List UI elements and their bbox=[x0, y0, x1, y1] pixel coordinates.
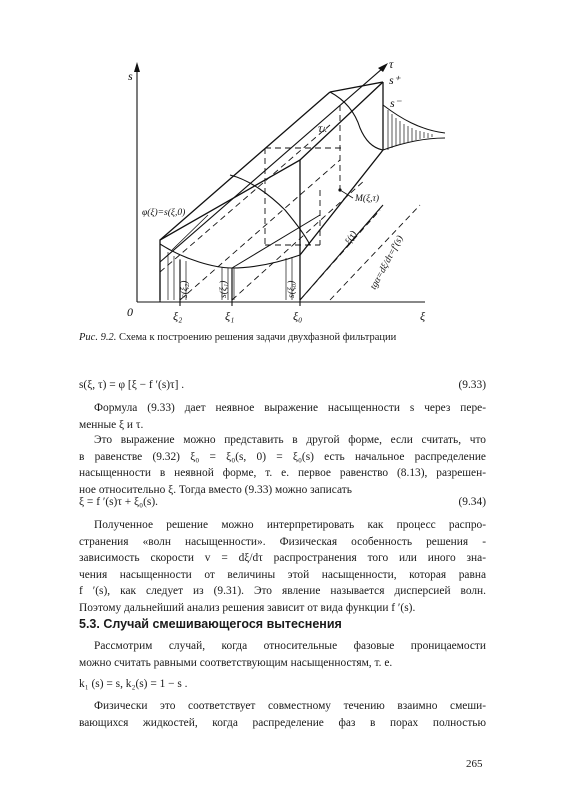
equation-number: (9.34) bbox=[458, 496, 486, 508]
caption-text: Схема к построению решения задачи двухфазной фильтрации bbox=[118, 332, 397, 343]
text-line: f ′(s), как следует из (9.31). Это явление называется дисперсией волн. bbox=[79, 585, 486, 598]
xi-tau-label: ξ(τ) bbox=[343, 229, 360, 247]
point-m-label: M(ξ,τ) bbox=[355, 194, 380, 204]
equation-formula: k₁ (s) = s, k₂(s) = 1 − s . bbox=[79, 678, 188, 690]
xi2-label: ξ₂ bbox=[173, 309, 183, 323]
paragraph-1 bbox=[79, 400, 486, 433]
text-line: насыщенности в неявной форме, т. е. первое равенство (8.13), разрешен- bbox=[79, 467, 486, 480]
equation-formula: s(ξ, τ) = φ [ξ − f ′(s)τ] . bbox=[79, 379, 185, 391]
phi-curve bbox=[160, 244, 300, 268]
s-xi2-label: s(ξ₂) bbox=[180, 280, 190, 298]
initial-profile bbox=[160, 160, 300, 300]
page-number: 265 bbox=[466, 758, 483, 770]
origin-label: 0 bbox=[127, 305, 133, 319]
s-plus-label: s⁺ bbox=[389, 73, 401, 87]
s-xi0-label: s(ξ₀) bbox=[287, 280, 297, 298]
paragraph-3 bbox=[79, 517, 486, 617]
paragraph-5 bbox=[79, 698, 486, 731]
text-line: менные ξ и τ. bbox=[79, 418, 144, 431]
s-axis-label: s bbox=[128, 69, 133, 83]
s-axis-arrow bbox=[134, 62, 140, 72]
figure-number: Рис. 9.2. bbox=[79, 332, 117, 343]
text-line: в равенстве (9.32) ξ₀ = ξ₀(s, 0) = ξ₀(s) есть начальное распределение bbox=[79, 450, 486, 463]
paragraph-2 bbox=[79, 432, 486, 498]
equation-formula: ξ = f ′(s)τ + ξ₀(s). bbox=[79, 496, 158, 508]
xi-axis-label: ξ bbox=[420, 309, 426, 323]
figure-caption bbox=[79, 332, 396, 343]
tg-alpha-label: tgα=dξ/dτ=f′(s) bbox=[368, 234, 406, 292]
text-line: Формула (9.33) дает неявное выражение насыщенности s через пере- bbox=[94, 402, 486, 414]
xi1-label: ξ₁ bbox=[225, 309, 235, 323]
tau-axis-label: τ bbox=[389, 57, 394, 71]
paragraph-4 bbox=[79, 638, 486, 671]
text-line: зависимость скорости v = dξ/dτ распространения того или иного зна- bbox=[79, 552, 486, 565]
text-line: Это выражение можно представить в другой форме, если считать, что bbox=[94, 434, 486, 446]
s-xi1-label: s(ξ₁) bbox=[219, 280, 229, 298]
equation-9-34 bbox=[79, 494, 486, 510]
equation-k bbox=[79, 676, 486, 692]
text-line: можно считать равными соответствующим насыщенностям, т. е. bbox=[79, 656, 393, 669]
text-line: странения «волн насыщенности». Физическая особенность решения - bbox=[79, 535, 486, 548]
equation-9-33 bbox=[79, 377, 486, 393]
text-line: чения насыщенности от величины этой насыщенности, которая равна bbox=[79, 568, 486, 581]
s-minus-label: s⁻ bbox=[390, 96, 402, 110]
section-heading: 5.3. Случай смешивающегося вытеснения bbox=[79, 617, 342, 631]
text-line: Полученное решение можно интерпретировать как процесс распро- bbox=[94, 519, 486, 531]
text-line: Физически это соответствует совместному течению взаимно смеши- bbox=[94, 700, 486, 712]
phi-label: φ(ξ)=s(ξ,0) bbox=[142, 208, 186, 218]
figure-9-2 bbox=[0, 0, 569, 330]
text-line: вающихся жидкостей, когда распределение фаз в порах полностью bbox=[79, 716, 486, 729]
text-line: Поэтому дальнейший анализ решения зависит от вида функции f ′(s). bbox=[79, 601, 416, 614]
xi0-label: ξ₀ bbox=[293, 309, 303, 323]
equation-number: (9.33) bbox=[458, 379, 486, 391]
text-line: ное относительно ξ. Тогда вместо (9.33) можно записать bbox=[79, 483, 352, 496]
tau-k-label: τₖ bbox=[318, 121, 328, 135]
text-line: Рассмотрим случай, когда относительные фазовые проницаемости bbox=[94, 640, 486, 652]
